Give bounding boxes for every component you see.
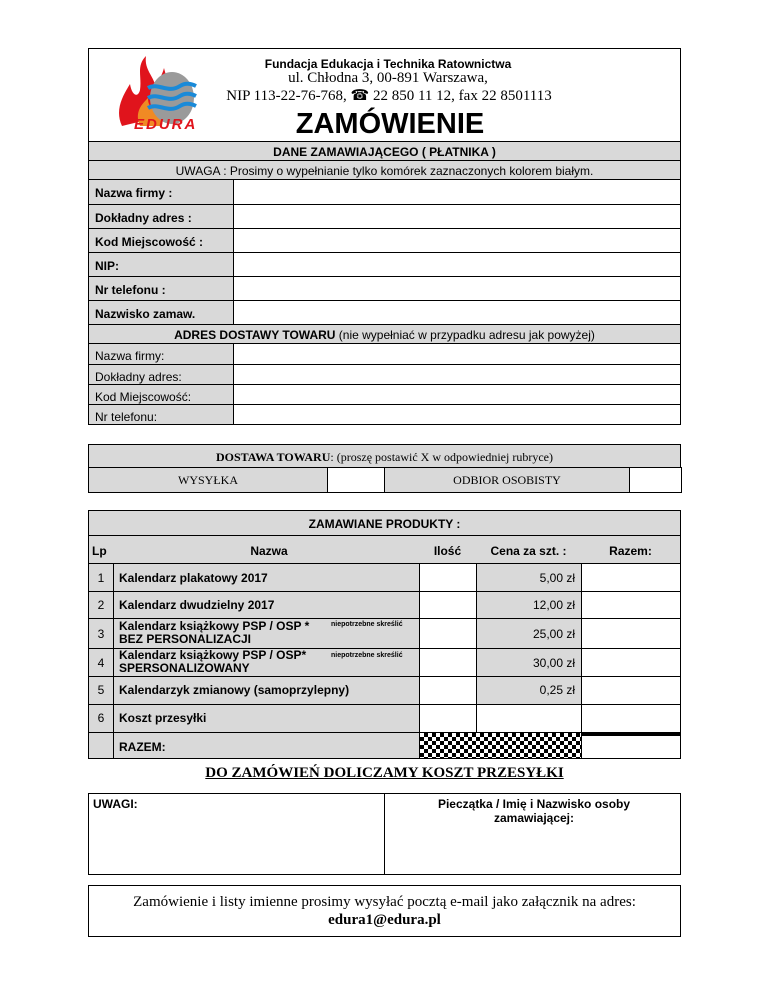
- delivery-field-row: [89, 404, 680, 424]
- delivery-field-row: [89, 344, 680, 364]
- row-note: niepotrzebne skreślić: [331, 621, 403, 628]
- shipping-checkbox[interactable]: [327, 467, 385, 493]
- payer-section-title: DANE ZAMAWIAJĄCEGO ( PŁATNIKA ): [88, 141, 681, 161]
- row-name-line2: SPERSONALIZOWANY: [119, 661, 250, 675]
- row-lp: 2: [97, 598, 105, 612]
- col-header-lp: Lp: [92, 544, 107, 558]
- footer-email[interactable]: edura1@edura.pl: [328, 912, 441, 928]
- payer-field-label: Nr telefonu :: [95, 283, 166, 297]
- payer-field-row: [89, 300, 680, 324]
- stamp-label: Pieczątka / Imię i Nazwisko osoby zamawiającej:: [437, 797, 631, 825]
- delivery-company-input[interactable]: [234, 344, 680, 364]
- delivery-field-label: Dokładny adres:: [95, 370, 182, 384]
- logo-text: EDURA: [134, 116, 198, 133]
- delivery-address-fields: [88, 343, 681, 425]
- row-price: 5,00 zł: [539, 571, 575, 585]
- table-row: [89, 618, 680, 648]
- payer-field-row: [89, 276, 680, 300]
- row-name: Kalendarz dwudzielny 2017: [119, 598, 275, 612]
- col-header-total: Razem:: [609, 544, 652, 558]
- row-price: 25,00 zł: [532, 627, 575, 641]
- payer-field-label: Dokładny adres :: [95, 211, 192, 225]
- col-header-price: Cena za szt. :: [490, 544, 567, 558]
- delivery-method-options: [88, 467, 681, 493]
- footer-box: [88, 885, 681, 937]
- table-row: [89, 591, 680, 618]
- remarks-label: UWAGI:: [93, 797, 138, 811]
- row-price: 12,00 zł: [532, 598, 575, 612]
- org-contact: NIP 113-22-76-768, ☎ 22 850 11 12, fax 22 8501113: [226, 88, 552, 104]
- table-row: [89, 648, 680, 676]
- delivery-field-label: Kod Miejscowość:: [95, 390, 192, 404]
- address-input[interactable]: [234, 205, 680, 228]
- checkered-blocked-cell: [420, 733, 581, 758]
- payer-field-row: [89, 228, 680, 252]
- payer-field-label: Nazwa firmy :: [95, 186, 173, 200]
- col-header-name: Nazwa: [250, 544, 288, 558]
- row-name: Koszt przesyłki: [119, 711, 207, 725]
- row-lp: 6: [97, 711, 105, 725]
- grand-total-cell[interactable]: [582, 733, 680, 758]
- row-price: 30,00 zł: [532, 656, 575, 670]
- row-lp: 5: [97, 683, 105, 697]
- row-name: Kalendarz książkowy PSP / OSP *: [119, 619, 310, 633]
- shipping-cost-notice: DO ZAMÓWIEŃ DOLICZAMY KOSZT PRZESYŁKI: [205, 765, 564, 781]
- row-lp: 4: [97, 656, 105, 670]
- table-row: [89, 564, 680, 591]
- payer-field-row: [89, 180, 680, 204]
- delivery-postal-city-input[interactable]: [234, 385, 680, 404]
- shipping-option-label: WYSYŁKA: [178, 473, 238, 487]
- payer-field-row: [89, 204, 680, 228]
- delivery-address-title: [88, 324, 681, 344]
- row-name: Kalendarz plakatowy 2017: [119, 571, 268, 585]
- row-note: niepotrzebne skreślić: [331, 652, 403, 659]
- delivery-address-title-bold: ADRES DOSTAWY TOWARU: [174, 328, 336, 342]
- products-section-title: ZAMAWIANE PRODUKTY :: [88, 510, 681, 536]
- payer-field-row: [89, 252, 680, 276]
- orderer-name-input[interactable]: [234, 301, 680, 324]
- company-name-input[interactable]: [234, 180, 680, 204]
- delivery-address-note: (nie wypełniać w przypadku adresu jak powyżej): [335, 328, 595, 342]
- row-price: 0,25 zł: [539, 683, 575, 697]
- org-address: ul. Chłodna 3, 00-891 Warszawa,: [288, 70, 488, 86]
- nip-input[interactable]: [234, 253, 680, 276]
- delivery-phone-input[interactable]: [234, 405, 680, 424]
- org-name: Fundacja Edukacja i Technika Ratownictwa: [264, 57, 512, 71]
- payer-fields: [88, 179, 681, 325]
- payer-field-label: NIP:: [95, 259, 119, 273]
- delivery-field-row: [89, 364, 680, 384]
- pickup-checkbox[interactable]: [629, 467, 682, 493]
- delivery-field-row: [89, 384, 680, 404]
- delivery-method-title-bold: DOSTAWA TOWARU: [216, 450, 331, 464]
- footer-instruction: Zamówienie i listy imienne prosimy wysyłać pocztą e-mail jako załącznik na adres:: [133, 894, 636, 910]
- products-table: [88, 535, 681, 759]
- delivery-field-label: Nazwa firmy:: [95, 349, 165, 363]
- page-title: ZAMÓWIENIE: [295, 108, 485, 140]
- payer-field-label: Nazwisko zamaw.: [95, 307, 196, 321]
- table-row: [89, 704, 680, 732]
- row-name: Kalendarzyk zmianowy (samoprzylepny): [119, 683, 350, 697]
- payer-field-label: Kod Miejscowość :: [95, 235, 204, 249]
- delivery-method-title: [88, 444, 681, 468]
- delivery-method-note: : (proszę postawić X w odpowiedniej rubryce): [330, 450, 553, 464]
- row-name: Kalendarz książkowy PSP / OSP*: [119, 648, 307, 662]
- phone-input[interactable]: [234, 277, 680, 300]
- table-row: [89, 676, 680, 704]
- postal-city-input[interactable]: [234, 229, 680, 252]
- row-name-line2: BEZ PERSONALIZACJI: [119, 632, 252, 646]
- delivery-address-input[interactable]: [234, 365, 680, 384]
- row-lp: 3: [97, 627, 105, 641]
- total-label: RAZEM:: [119, 740, 166, 754]
- row-lp: 1: [97, 571, 105, 585]
- pickup-option-label: ODBIOR OSOBISTY: [453, 473, 561, 487]
- remarks-box: [88, 793, 681, 875]
- remarks-field[interactable]: [89, 794, 385, 874]
- delivery-field-label: Nr telefonu:: [95, 410, 158, 424]
- payer-notice: UWAGA : Prosimy o wypełnianie tylko komórek zaznaczonych kolorem białym.: [88, 160, 681, 180]
- col-header-qty: Ilość: [433, 544, 462, 558]
